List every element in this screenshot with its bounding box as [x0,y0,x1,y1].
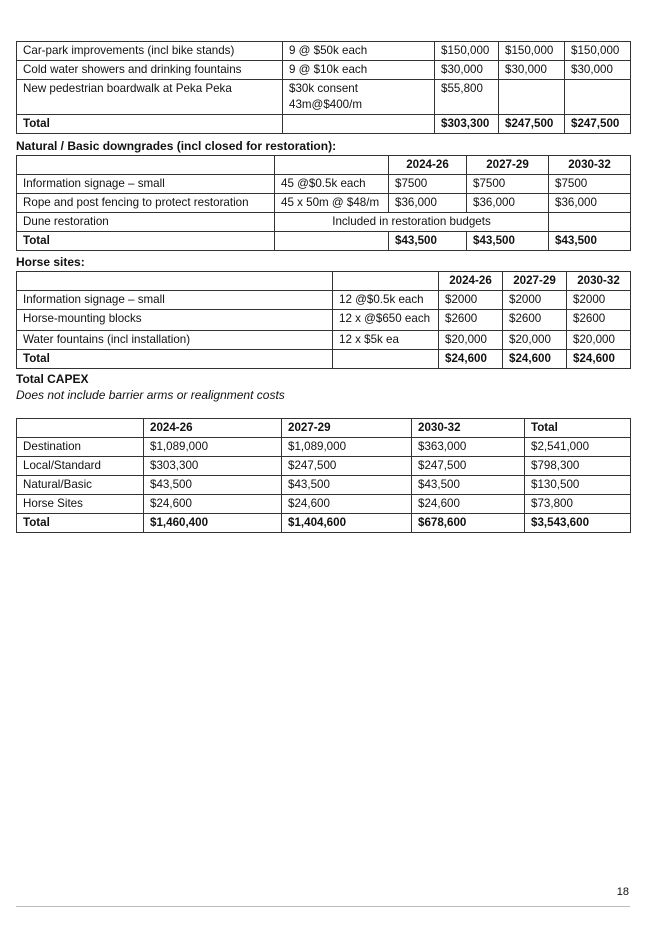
table-cell-merged: Included in restoration budgets [275,213,549,232]
table-cell: New pedestrian boardwalk at Peka Peka [17,80,283,115]
table-header-row [17,272,631,291]
table-cell: $24,600 [282,495,412,514]
table-cell: $247,500 [565,115,631,134]
table-cell: $7500 [549,175,631,194]
table-cell: $24,600 [503,350,567,369]
table-header: 2027-29 [467,156,549,175]
table-row [17,42,631,61]
table-header-row [17,156,631,175]
table-row [17,495,631,514]
table-cell: 9 @ $10k each [283,61,435,80]
table-cell: $43,500 [282,476,412,495]
table-cell: $55,800 [435,80,499,115]
table-cell: $798,300 [525,457,631,476]
table-cell: $303,300 [435,115,499,134]
table-row [17,438,631,457]
table-cell: $130,500 [525,476,631,495]
table-cell [275,156,389,175]
table-cell: $30k consent 43m@$400/m [283,80,435,115]
table-cell: $678,600 [412,514,525,533]
table-total-row [17,350,631,369]
table-cell: 12 x @$650 each [333,310,439,331]
footer-divider [16,906,630,907]
table-cell: $363,000 [412,438,525,457]
table-cell: $150,000 [565,42,631,61]
table-header: 2024-26 [389,156,467,175]
table-cell [283,115,435,134]
table-cell [499,80,565,115]
section-heading-horse: Horse sites: [16,255,85,269]
table-row [17,80,631,115]
table-cell: $2000 [439,291,503,310]
table-cell: $43,500 [467,232,549,251]
table-row [17,213,631,232]
table-cell: Cold water showers and drinking fountains [17,61,283,80]
table-cell: $2000 [567,291,631,310]
table-cell: $2600 [567,310,631,331]
table-cell: $36,000 [467,194,549,213]
table-cell: Total [17,350,333,369]
table-cell [17,156,275,175]
table-cell: Water fountains (incl installation) [17,331,333,350]
table-row [17,457,631,476]
table-cell: $2,541,000 [525,438,631,457]
horse-sites-table [16,271,631,369]
table-cell: $2000 [503,291,567,310]
table-cell: $20,000 [503,331,567,350]
table-cell: $43,500 [412,476,525,495]
table-cell: $247,500 [499,115,565,134]
table-cell: Rope and post fencing to protect restoration [17,194,275,213]
table-cell: Local/Standard [17,457,144,476]
table-row [17,194,631,213]
table-cell: Horse-mounting blocks [17,310,333,331]
table-cell: Total [17,514,144,533]
table-total-row [17,115,631,134]
table-cell: $20,000 [567,331,631,350]
table-cell: Information signage – small [17,291,333,310]
table-cell: $7500 [389,175,467,194]
table-cell: $150,000 [499,42,565,61]
table-cell: $36,000 [389,194,467,213]
table-cell: $43,500 [389,232,467,251]
table-cell: $24,600 [439,350,503,369]
table-cell: $36,000 [549,194,631,213]
table-header: 2024-26 [144,419,282,438]
table-row [17,476,631,495]
table-cell: $24,600 [144,495,282,514]
table-cell: 45 @$0.5k each [275,175,389,194]
table-cell: Car-park improvements (incl bike stands) [17,42,283,61]
table-cell: Natural/Basic [17,476,144,495]
table-cell: $43,500 [144,476,282,495]
table-cell: $1,089,000 [282,438,412,457]
table-cell: $20,000 [439,331,503,350]
table-cell: $1,460,400 [144,514,282,533]
table-cell [333,272,439,291]
table-cell: $43,500 [549,232,631,251]
table-header: 2024-26 [439,272,503,291]
table-cell [565,80,631,115]
table-cell: $30,000 [565,61,631,80]
table-cell: Total [17,232,275,251]
table-cell: $2600 [503,310,567,331]
table-cell [333,350,439,369]
table-cell: $7500 [467,175,549,194]
table-row [17,310,631,331]
table-cell: $24,600 [412,495,525,514]
table-cell: $247,500 [412,457,525,476]
total-capex-table [16,418,631,533]
table-cell [549,213,631,232]
table-row [17,331,631,350]
table-cell: Information signage – small [17,175,275,194]
table-cell [17,419,144,438]
table-cell: Total [17,115,283,134]
table-cell: 45 x 50m @ $48/m [275,194,389,213]
table-cell: $73,800 [525,495,631,514]
table-cell: $1,089,000 [144,438,282,457]
table-row [17,175,631,194]
capex-note: Does not include barrier arms or realignment costs [16,388,285,402]
table-cell: $24,600 [567,350,631,369]
section-heading-capex: Total CAPEX [16,372,89,386]
natural-basic-table [16,155,631,251]
table-cell: 9 @ $50k each [283,42,435,61]
table-header: Total [525,419,631,438]
table-cell: $150,000 [435,42,499,61]
table-row [17,61,631,80]
table-header: 2030-32 [549,156,631,175]
table-cell: $3,543,600 [525,514,631,533]
table-cell [275,232,389,251]
section-heading-natural: Natural / Basic downgrades (incl closed for restoration): [16,139,337,153]
page-number: 18 [616,886,629,898]
table-cell: $1,404,600 [282,514,412,533]
table-cell [17,272,333,291]
table-row [17,291,631,310]
table-header-row [17,419,631,438]
table-header: 2030-32 [412,419,525,438]
table-cell: Horse Sites [17,495,144,514]
local-standard-table [16,41,631,134]
table-header: 2027-29 [282,419,412,438]
table-cell: $30,000 [435,61,499,80]
table-cell: $247,500 [282,457,412,476]
table-header: 2027-29 [503,272,567,291]
table-cell: $303,300 [144,457,282,476]
table-total-row [17,232,631,251]
table-cell: Dune restoration [17,213,275,232]
table-header: 2030-32 [567,272,631,291]
table-total-row [17,514,631,533]
table-cell: 12 @$0.5k each [333,291,439,310]
table-cell: 12 x $5k ea [333,331,439,350]
table-cell: $30,000 [499,61,565,80]
table-cell: Destination [17,438,144,457]
table-cell: $2600 [439,310,503,331]
